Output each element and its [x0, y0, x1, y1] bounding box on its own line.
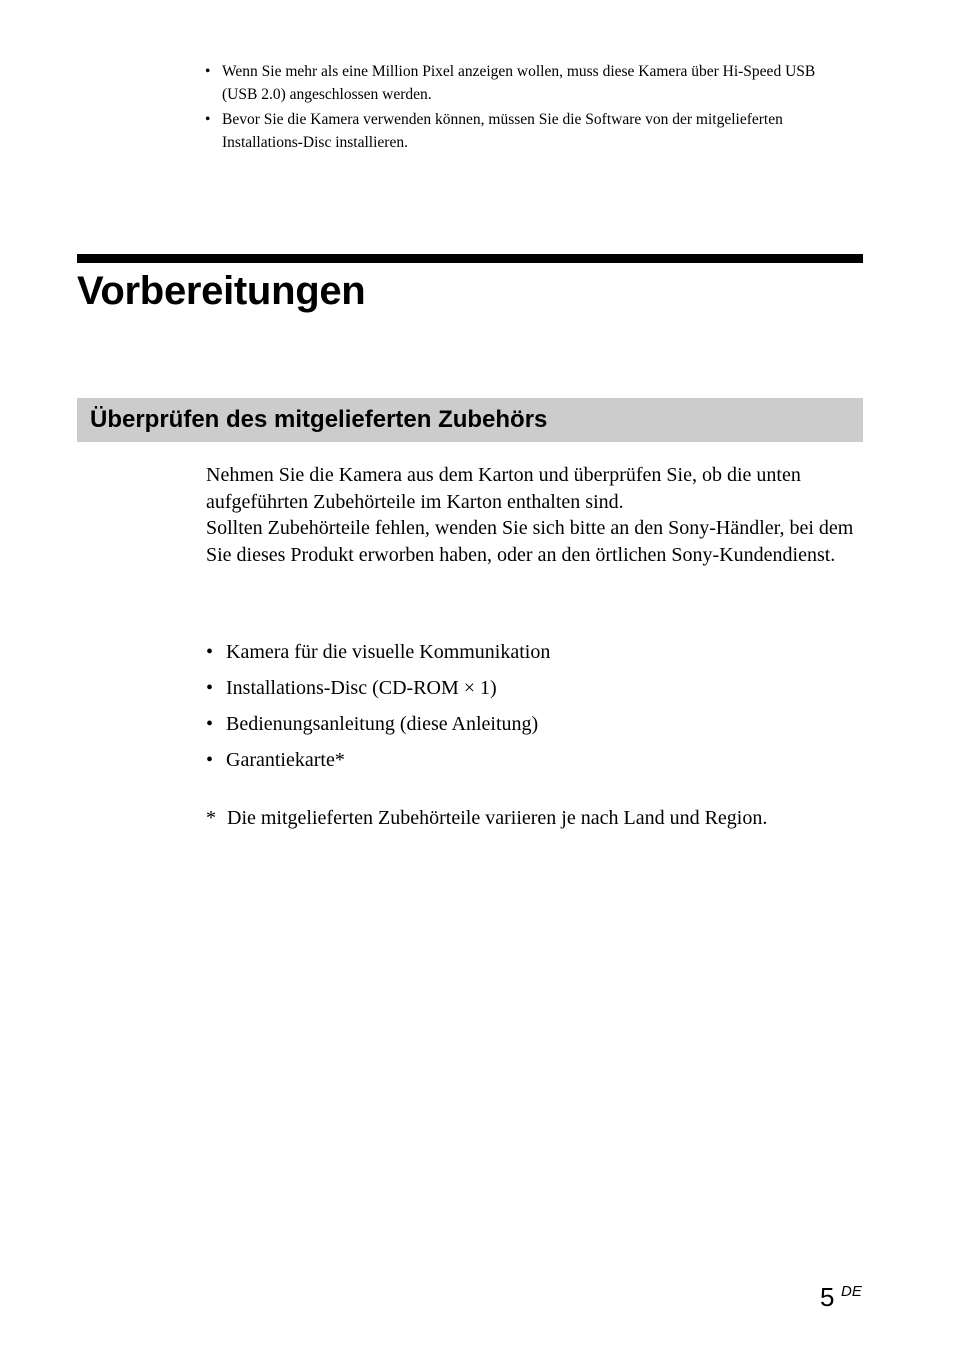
bullet-icon: • [206, 677, 214, 699]
top-notes-list [205, 60, 845, 156]
intro-paragraph: Nehmen Sie die Kamera aus dem Karton und überprüfen Sie, ob die unten aufgeführten Zubehörteile im Karton enthalten sind. [206, 464, 801, 513]
top-note-text: Bevor Sie die Kamera verwenden können, müssen Sie die Software von der mitgelieferten Installations-Disc installieren. [222, 111, 783, 151]
accessory-item [206, 746, 846, 774]
accessory-item [206, 638, 846, 666]
chapter-rule [77, 254, 863, 263]
bullet-icon: • [206, 641, 214, 663]
footnote-mark: * [206, 807, 216, 829]
bullet-icon: • [205, 63, 211, 80]
section-header-band [77, 398, 863, 442]
top-note-text: Wenn Sie mehr als eine Million Pixel anzeigen wollen, muss diese Kamera über Hi-Speed USB (USB 2.0) angeschlossen werden. [222, 63, 816, 103]
intro-paragraph: Sollten Zubehörteile fehlen, wenden Sie sich bitte an den Sony-Händler, bei dem Sie dieses Produkt erworben haben, oder an den örtlichen Sony-Kundendienst. [206, 517, 854, 566]
accessory-item [206, 710, 846, 738]
accessory-item-text: Bedienungsanleitung (diese Anleitung) [226, 713, 539, 735]
language-code: DE [841, 1283, 862, 1300]
footnote [206, 804, 866, 832]
accessory-item-text: Garantiekarte* [226, 749, 345, 771]
accessory-item-text: Installations-Disc (CD-ROM × 1) [226, 677, 497, 699]
bullet-icon: • [205, 111, 211, 128]
chapter-title: Vorbereitungen [77, 269, 366, 313]
top-note-item [205, 108, 845, 154]
page-number: 5 [820, 1282, 835, 1312]
top-note-item [205, 60, 845, 106]
accessory-item [206, 674, 846, 702]
accessory-list [206, 638, 846, 782]
accessory-item-text: Kamera für die visuelle Kommunikation [226, 641, 551, 663]
bullet-icon: • [206, 713, 214, 735]
bullet-icon: • [206, 749, 214, 771]
footnote-text: Die mitgelieferten Zubehörteile variieren je nach Land und Region. [227, 807, 768, 829]
intro-text [206, 462, 866, 568]
section-title: Überprüfen des mitgelieferten Zubehörs [90, 406, 548, 433]
